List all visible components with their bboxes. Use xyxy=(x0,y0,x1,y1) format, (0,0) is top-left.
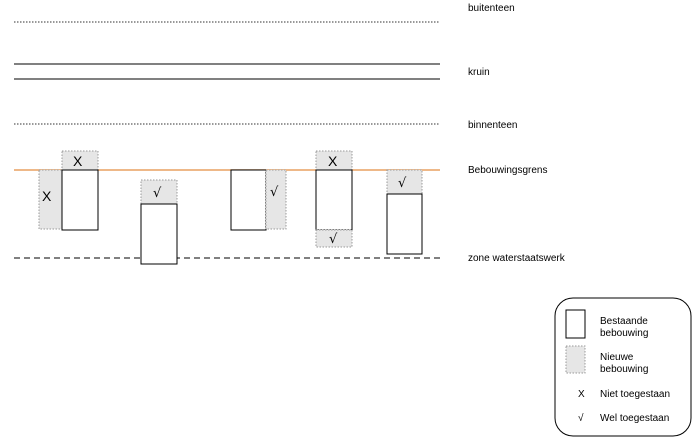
legend-new-swatch xyxy=(566,346,585,373)
legend-existing-line2: bebouwing xyxy=(600,328,649,339)
case1-side-mark: X xyxy=(42,188,52,204)
zone-waterstaatswerk-label: zone waterstaatswerk xyxy=(468,253,565,264)
case4-bottom-mark: √ xyxy=(329,232,338,247)
legend-allowed-label: Wel toegestaan xyxy=(600,413,670,424)
binnenteen-label: binnenteen xyxy=(468,120,518,131)
case1-existing xyxy=(62,170,98,230)
legend-new-line2: bebouwing xyxy=(600,364,649,375)
kruin-label: kruin xyxy=(468,67,490,78)
case1-top-mark: X xyxy=(73,153,83,169)
legend-check-icon: √ xyxy=(578,413,584,424)
case3-side-mark: √ xyxy=(270,185,279,200)
bebouwingsgrens-label: Bebouwingsgrens xyxy=(468,165,548,176)
legend-existing-swatch xyxy=(566,310,585,338)
case3-existing xyxy=(231,170,266,230)
buitenteen-label: buitenteen xyxy=(468,3,515,14)
case5-top-mark: √ xyxy=(398,176,407,191)
case4-existing xyxy=(316,170,352,230)
case2-existing xyxy=(141,204,177,264)
legend xyxy=(555,298,691,436)
legend-new-line1: Nieuwe xyxy=(600,352,634,363)
case5-existing xyxy=(387,194,422,254)
legend-not-allowed-label: Niet toegestaan xyxy=(600,389,671,400)
case2-top-mark: √ xyxy=(153,186,162,201)
legend-x-icon: X xyxy=(578,389,585,400)
legend-existing-line1: Bestaande xyxy=(600,316,648,327)
case4-top-mark: X xyxy=(328,153,338,169)
